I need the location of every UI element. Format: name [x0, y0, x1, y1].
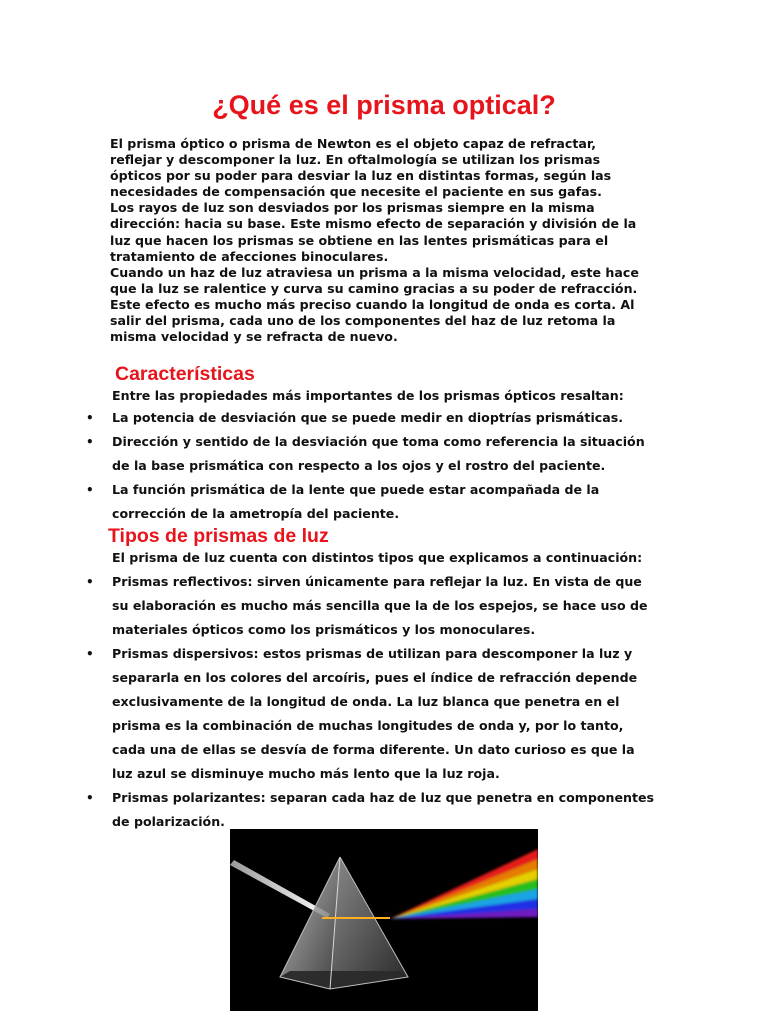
characteristics-list [0, 406, 768, 526]
intro-paragraph: El prisma óptico o prisma de Newton es el objeto capaz de refractar, reflejar y descomponer la luz. En oftalmología se utilizan los prismas ópticos por su poder para desviar la luz en distintas formas, según las necesidades de compensación que necesite el paciente en sus gafas. [110, 136, 612, 200]
bullet-icon: • [86, 575, 94, 589]
list-item-text: La función prismática de la lente que puede estar acompañada de la corrección de la ametropía del paciente. [112, 482, 600, 521]
spectrum-rays [390, 849, 538, 919]
types-heading: Tipos de prismas de luz [108, 525, 329, 547]
list-item [0, 430, 657, 478]
types-lead: El prisma de luz cuenta con distintos tipos que explicamos a continuación: [112, 550, 643, 565]
types-list [0, 570, 768, 834]
characteristics-heading: Características [115, 363, 255, 385]
list-item [0, 786, 657, 834]
list-item [0, 570, 657, 642]
prism-dispersion-image [230, 829, 538, 1011]
intro-paragraph: Cuando un haz de luz atraviesa un prisma a la misma velocidad, este hace que la luz se ralentice y curva su camino gracias a su poder de refracción. Este efecto es mucho más preciso cuando la longitud de onda es corta. Al salir del prisma, cada uno de los componentes del haz de luz retoma la misma velocidad y se refracta de nuevo. [110, 264, 639, 345]
list-item-text: Prismas polarizantes: separan cada haz de luz que penetra en componentes de polarización. [112, 790, 655, 829]
page-title: ¿Qué es el prisma optical? [212, 90, 556, 120]
list-item-text: Prismas dispersivos: estos prismas de utilizan para descomponer la luz y separarla en los colores del arcoíris, pues el índice de refracción depende exclusivamente de la longitud de onda. La luz blanca que penetra en el prisma es la combinación de muchas longitudes de onda y, por lo tanto, cada una de ellas se desvía de forma diferente. Un dato curioso es que la luz azul se disminuye mucho más lento que la luz roja. [112, 646, 638, 781]
bullet-icon: • [86, 411, 94, 425]
bullet-icon: • [86, 483, 94, 497]
list-item-text: La potencia de desviación que se puede medir en dioptrías prismáticas. [112, 410, 624, 425]
list-item [0, 406, 657, 430]
bullet-icon: • [86, 647, 94, 661]
list-item [0, 478, 657, 526]
bullet-icon: • [86, 435, 94, 449]
prism-shape [280, 857, 408, 989]
list-item-text: Dirección y sentido de la desviación que toma como referencia la situación de la base prismática con respecto a los ojos y el rostro del paciente. [112, 434, 645, 473]
list-item [0, 642, 657, 786]
intro-section [110, 136, 650, 345]
list-item-text: Prismas reflectivos: sirven únicamente para reflejar la luz. En vista de que su elaboración es mucho más sencilla que la de los espejos, se hace uso de materiales ópticos como los prismáticos y los monoculares. [112, 574, 648, 637]
bullet-icon: • [86, 791, 94, 805]
intro-paragraph: Los rayos de luz son desviados por los prismas siempre en la misma dirección: hacia su base. Este mismo efecto de separación y división de la luz que hacen los prismas se obtiene en las lentes prismáticas para el tratamiento de afecciones binoculares. [110, 200, 637, 264]
characteristics-lead: Entre las propiedades más importantes de los prismas ópticos resaltan: [112, 388, 624, 403]
